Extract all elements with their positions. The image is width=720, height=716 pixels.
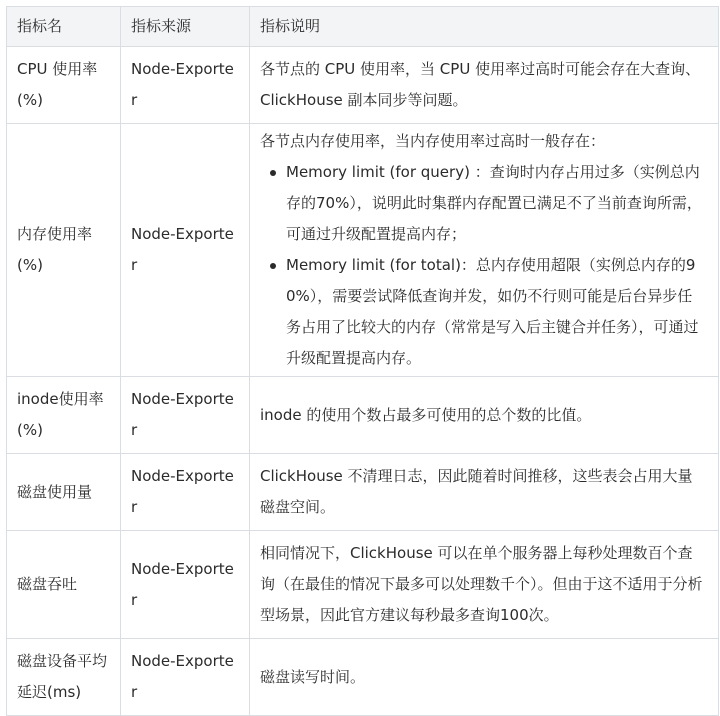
metric-description-cell (250, 124, 719, 377)
metric-name-cell: CPU 使用率(%) (7, 47, 121, 124)
metric-source-cell: Node-Exporter (121, 454, 250, 531)
table-body (7, 47, 719, 716)
header-cell-metric-description: 指标说明 (250, 7, 719, 47)
bullet-item (286, 157, 706, 250)
bullet-dot-icon (270, 170, 276, 176)
metric-description-cell: 相同情况下，ClickHouse 可以在单个服务器上每秒处理数百个查询（在最佳的情况下最多可以处理数千个）。但由于这不适用于分析型场景，因此官方建议每秒最多查询100次。 (250, 531, 719, 639)
metric-source-cell: Node-Exporter (121, 639, 250, 716)
metric-source-cell: Node-Exporter (121, 531, 250, 639)
table-header (7, 7, 719, 47)
metric-source-cell: Node-Exporter (121, 124, 250, 377)
bullet-item (286, 250, 706, 374)
table-row (7, 454, 719, 531)
bullet-text: Memory limit (for query) ：查询时内存占用过多（实例总内存的70%），说明此时集群内存配置已满足不了当前查询所需，可通过升级配置提高内存； (286, 163, 702, 243)
header-row (7, 7, 719, 47)
metric-description-cell: ClickHouse 不清理日志，因此随着时间推移，这些表会占用大量磁盘空间。 (250, 454, 719, 531)
metrics-table (6, 6, 719, 716)
metric-source-cell: Node-Exporter (121, 47, 250, 124)
metric-name-cell: 磁盘设备平均延迟(ms) (7, 639, 121, 716)
metric-description-cell: inode 的使用个数占最多可使用的总个数的比值。 (250, 377, 719, 454)
bullet-text: Memory limit (for total)：总内存使用超限（实例总内存的90%），需要尝试降低查询并发，如仍不行则可能是后台异步任务占用了比较大的内存（常常是写入后主键合并任务），可通过升级配置提高内存。 (286, 256, 699, 367)
table-row (7, 377, 719, 454)
header-cell-metric-source: 指标来源 (121, 7, 250, 47)
metric-description-cell: 磁盘读写时间。 (250, 639, 719, 716)
table-row (7, 47, 719, 124)
metric-description-cell: 各节点的 CPU 使用率，当 CPU 使用率过高时可能会存在大查询、ClickHouse 副本同步等问题。 (250, 47, 719, 124)
bullet-dot-icon (270, 263, 276, 269)
bullet-list (260, 157, 706, 374)
header-cell-metric-name: 指标名 (7, 7, 121, 47)
metric-source-cell: Node-Exporter (121, 377, 250, 454)
metric-name-cell: inode使用率(%) (7, 377, 121, 454)
description-intro: 各节点内存使用率，当内存使用率过高时一般存在： (260, 132, 606, 150)
metric-name-cell: 内存使用率(%) (7, 124, 121, 377)
table-row (7, 531, 719, 639)
metric-name-cell: 磁盘吞吐 (7, 531, 121, 639)
table-row (7, 124, 719, 377)
metric-name-cell: 磁盘使用量 (7, 454, 121, 531)
table-row (7, 639, 719, 716)
